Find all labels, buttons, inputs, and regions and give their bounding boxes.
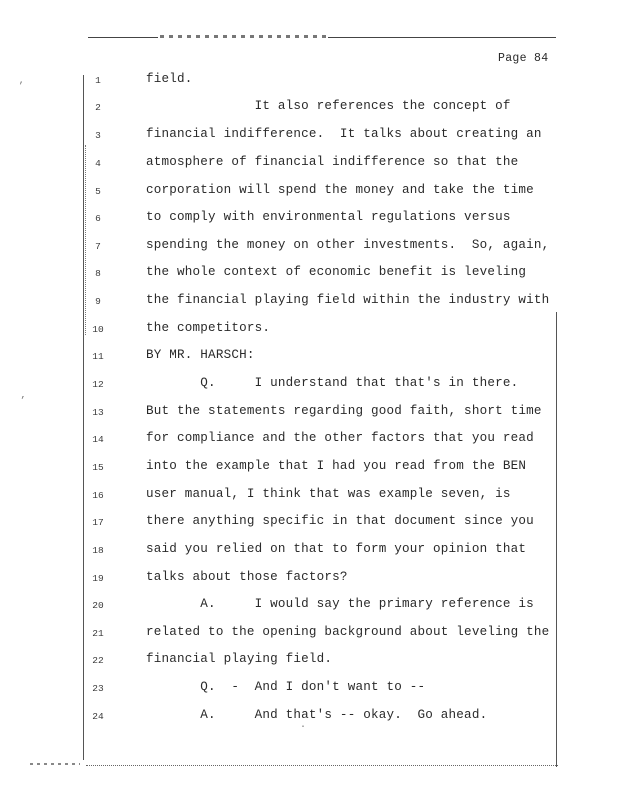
- line-number: 14: [92, 434, 104, 445]
- transcript-line: into the example that I had you read from the BEN: [146, 459, 527, 473]
- line-number: 3: [95, 130, 101, 141]
- transcript-line: It also references the concept of: [146, 99, 511, 113]
- transcript-line: Q. I understand that that's in there.: [146, 376, 519, 390]
- scan-speck: ‚: [20, 390, 27, 401]
- line-number: 4: [95, 158, 101, 169]
- transcript-line: related to the opening background about leveling the: [146, 625, 550, 639]
- line-number: 13: [92, 407, 104, 418]
- transcript-line: there anything specific in that document since you: [146, 514, 534, 528]
- line-number: 5: [95, 186, 101, 197]
- transcript-line: A. I would say the primary reference is: [146, 597, 534, 611]
- right-margin-rule: [556, 312, 557, 767]
- transcript-line: But the statements regarding good faith, short time: [146, 404, 542, 418]
- line-number: 8: [95, 268, 101, 279]
- line-number: 17: [92, 517, 104, 528]
- transcript-line: corporation will spend the money and take the time: [146, 183, 534, 197]
- scan-speck: ·: [300, 722, 307, 733]
- transcript-line: financial indifference. It talks about creating an: [146, 127, 542, 141]
- bottom-scan-marks: [30, 763, 80, 765]
- line-number: 22: [92, 655, 104, 666]
- line-number: 16: [92, 490, 104, 501]
- transcript-line: to comply with environmental regulations versus: [146, 210, 511, 224]
- line-number: 20: [92, 600, 104, 611]
- transcript-line: the competitors.: [146, 321, 271, 335]
- line-number: 11: [92, 351, 104, 362]
- transcript-line: field.: [146, 72, 193, 86]
- line-number: 7: [95, 241, 101, 252]
- transcript-line: the whole context of economic benefit is leveling: [146, 265, 527, 279]
- top-rule-dots: [160, 35, 328, 38]
- line-number: 10: [92, 324, 104, 335]
- line-number: 2: [95, 102, 101, 113]
- line-number: 1: [95, 75, 101, 86]
- page-number: Page 84: [498, 52, 549, 65]
- line-number: 18: [92, 545, 104, 556]
- transcript-line: for compliance and the other factors that you read: [146, 431, 534, 445]
- left-margin-rule: [83, 75, 84, 760]
- transcript-line: BY MR. HARSCH:: [146, 348, 255, 362]
- line-number: 9: [95, 296, 101, 307]
- line-number: 12: [92, 379, 104, 390]
- bottom-rule: [86, 765, 558, 766]
- transcript-line: the financial playing field within the industry with: [146, 293, 550, 307]
- transcript-line: financial playing field.: [146, 652, 333, 666]
- line-number: 23: [92, 683, 104, 694]
- line-number: 24: [92, 711, 104, 722]
- line-number: 19: [92, 573, 104, 584]
- transcript-line: atmosphere of financial indifference so that the: [146, 155, 519, 169]
- line-number: 6: [95, 213, 101, 224]
- transcript-line: user manual, I think that was example seven, is: [146, 487, 511, 501]
- transcript-line: talks about those factors?: [146, 570, 348, 584]
- transcript-line: A. And that's -- okay. Go ahead.: [146, 708, 488, 722]
- line-number: 15: [92, 462, 104, 473]
- transcript-line: Q. - And I don't want to --: [146, 680, 426, 694]
- transcript-line: said you relied on that to form your opinion that: [146, 542, 527, 556]
- scan-speck: ’: [18, 82, 25, 93]
- transcript-line: spending the money on other investments. So, again,: [146, 238, 550, 252]
- line-number: 21: [92, 628, 104, 639]
